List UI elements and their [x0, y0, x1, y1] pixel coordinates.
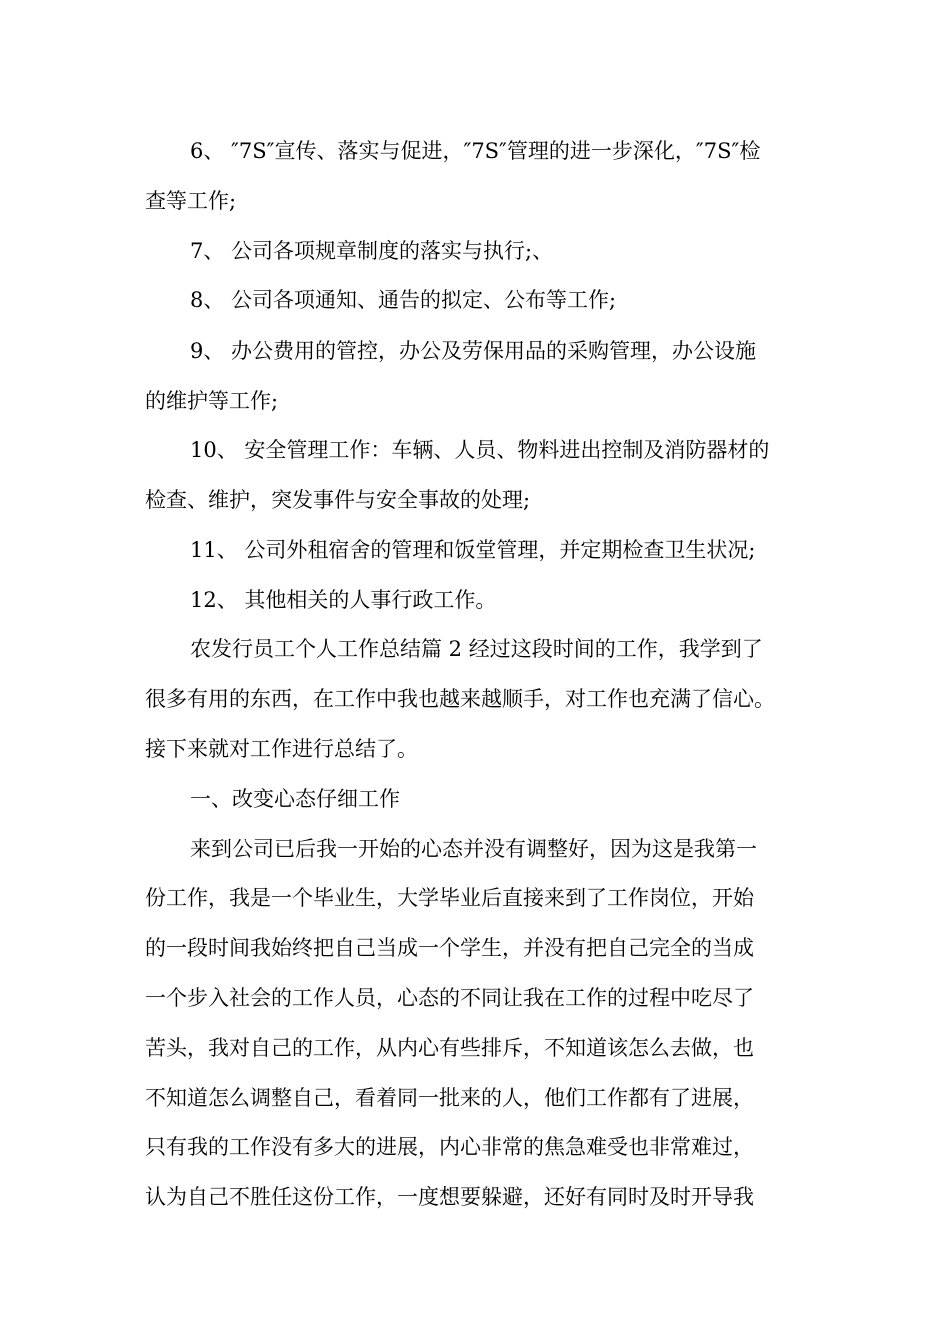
text-line: 9、 办公费用的管控，办公及劳保用品的采购管理，办公设施 [190, 339, 757, 363]
text-line: 接下来就对工作进行总结了。 [145, 737, 418, 761]
text-line: 很多有用的东西，在工作中我也越来越顺手，对工作也充满了信心。 [145, 687, 775, 711]
text-line: 一、改变心态仔细工作 [190, 787, 400, 811]
text-line: 不知道怎么调整自己，看着同一批来的人，他们工作都有了进展， [145, 1086, 754, 1110]
text-line: 来到公司已后我一开始的心态并没有调整好，因为这是我第一 [190, 837, 757, 861]
text-line: 11、 公司外租宿舍的管理和饭堂管理，并定期检查卫生状况; [190, 538, 756, 562]
text-line: 认为自己不胜任这份工作，一度想要躲避，还好有同时及时开导我 [145, 1185, 754, 1209]
text-line: 12、 其他相关的人事行政工作。 [190, 588, 497, 612]
text-line: 苦头，我对自己的工作，从内心有些排斥，不知道该怎么去做，也 [145, 1036, 754, 1060]
text-line: 的一段时间我始终把自己当成一个学生，并没有把自己完全的当成 [145, 936, 754, 960]
text-line: 检查、维护，突发事件与安全事故的处理; [145, 488, 531, 512]
text-line: 7、 公司各项规章制度的落实与执行;、 [190, 239, 554, 263]
text-line: 8、 公司各项通知、通告的拟定、公布等工作; [190, 288, 617, 312]
text-line: 只有我的工作没有多大的进展，内心非常的焦急难受也非常难过， [145, 1135, 754, 1159]
text-line: 农发行员工个人工作总结篇 2 经过这段时间的工作，我学到了 [190, 637, 763, 661]
text-line: 10、 安全管理工作：车辆、人员、物料进出控制及消防器材的 [190, 438, 770, 462]
text-line: 6、 ″7S″宣传、落实与促进，″7S″管理的进一步深化，″7S″检 [190, 139, 761, 163]
text-line: 份工作，我是一个毕业生，大学毕业后直接来到了工作岗位，开始 [145, 886, 754, 910]
text-line: 的维护等工作; [145, 389, 279, 413]
text-line: 一个步入社会的工作人员，心态的不同让我在工作的过程中吃尽了 [145, 986, 754, 1010]
text-line: 查等工作; [145, 189, 237, 213]
